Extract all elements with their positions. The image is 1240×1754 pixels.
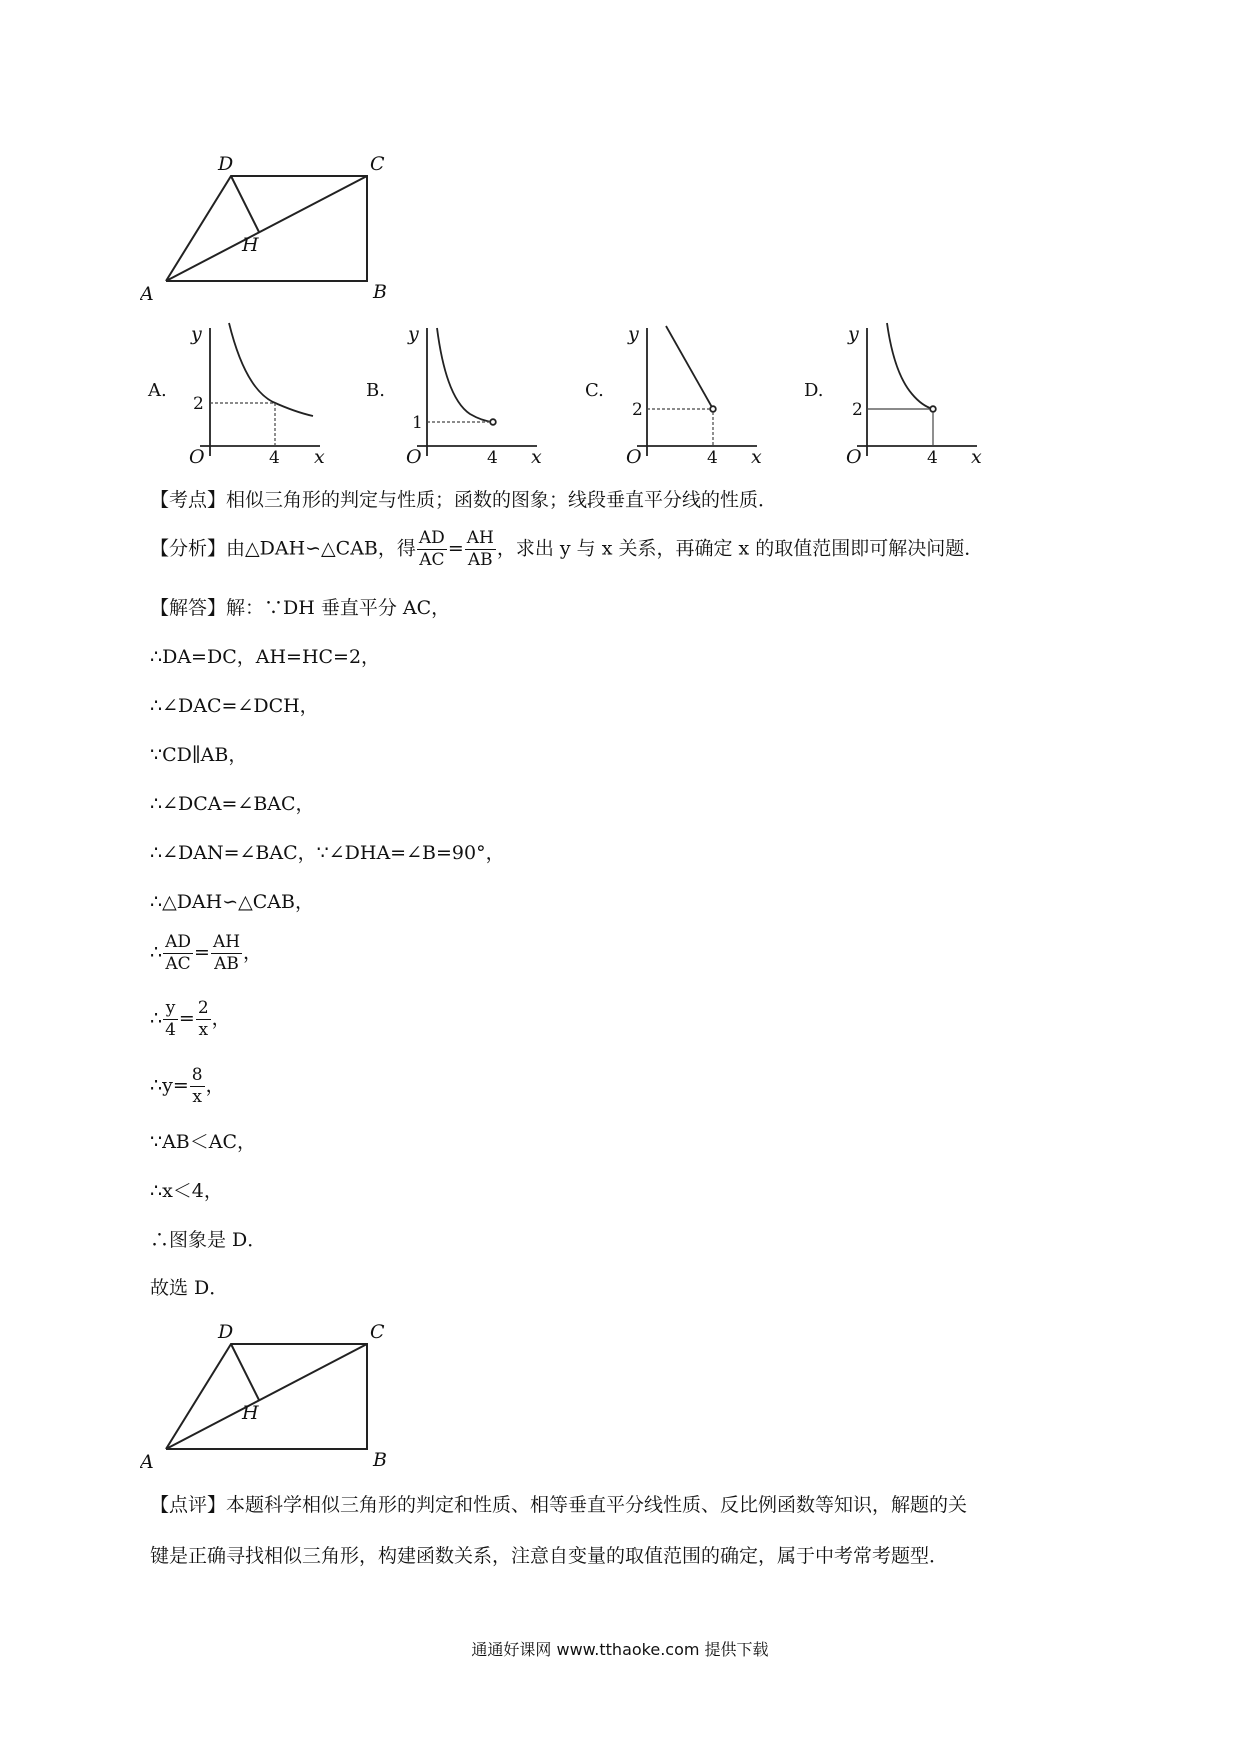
- option-c-graph: [622, 318, 772, 468]
- comma: ，: [211, 1007, 231, 1030]
- equals-sign: =: [194, 941, 210, 964]
- origin-label: O: [626, 446, 642, 468]
- diagonal-ac: [166, 1344, 367, 1449]
- fenxi-suffix: ，求出 y 与 x 关系，再确定 x 的取值范围即可解决问题．: [496, 537, 984, 560]
- y-tick-label: 2: [193, 394, 204, 414]
- fraction-denominator: x: [198, 1020, 209, 1040]
- fraction-denominator: AC: [165, 954, 191, 974]
- y-axis-label: y: [408, 323, 419, 345]
- solution-line-5: ∴∠DCA=∠BAC，: [150, 793, 315, 815]
- fraction-denominator: x: [192, 1087, 202, 1107]
- geometry-figure-top: [140, 148, 400, 303]
- point-label-d: D: [218, 153, 234, 175]
- point-label-a: A: [140, 1451, 154, 1471]
- solution-line-6: ∴∠DAN=∠BAC，∵∠DHA=∠B=90°，: [150, 842, 505, 864]
- x-tick-label: 4: [487, 448, 498, 468]
- therefore-sign: ∴: [150, 1007, 163, 1030]
- solution-line-2: ∴DA=DC，AH=HC=2，: [150, 646, 381, 668]
- solution-line-1: 【解答】解：∵DH 垂直平分 AC，: [150, 597, 451, 619]
- y-equals: ∴y=: [150, 1074, 189, 1097]
- point-label-c: C: [370, 153, 385, 175]
- y-tick-label: 1: [412, 413, 423, 433]
- solution-line-10: [150, 1065, 225, 1108]
- point-label-b: B: [373, 1449, 387, 1471]
- option-d-label: D.: [804, 380, 824, 401]
- endpoint: [930, 406, 936, 412]
- fraction-numerator: 2: [197, 998, 209, 1018]
- fraction-2-x: [196, 998, 211, 1041]
- y-axis-label: y: [848, 323, 859, 345]
- fraction-numerator: AD: [418, 528, 445, 548]
- y-axis-label: y: [628, 323, 639, 345]
- x-axis-label: x: [971, 446, 982, 468]
- origin-label: O: [406, 446, 422, 468]
- endpoint: [490, 419, 496, 425]
- therefore-sign: ∴: [150, 941, 163, 964]
- option-b-label: B.: [366, 380, 385, 401]
- x-tick-label: 4: [269, 448, 280, 468]
- solution-line-4: ∵CD∥AB，: [150, 744, 248, 766]
- fraction-denominator: AB: [214, 954, 239, 974]
- x-tick-label: 4: [707, 448, 718, 468]
- comma: ，: [243, 941, 263, 964]
- option-d-graph: [842, 318, 992, 468]
- point-label-h: H: [242, 234, 259, 256]
- fraction-denominator: 4: [165, 1020, 176, 1040]
- y-tick-label: 2: [632, 400, 643, 420]
- fraction-ah-ab: [465, 528, 496, 571]
- solution-line-13: ∴图象是 D．: [150, 1229, 267, 1251]
- solution-line-8: [150, 932, 262, 975]
- x-axis-label: x: [751, 446, 762, 468]
- point-label-h: H: [242, 1402, 259, 1424]
- point-label-c: C: [370, 1321, 385, 1343]
- segment-dh: [231, 1344, 259, 1400]
- y-tick-label: 2: [852, 400, 863, 420]
- fenxi-line: [150, 528, 983, 571]
- fraction-numerator: AH: [466, 528, 494, 548]
- dianping-line-2: 键是正确寻找相似三角形，构建函数关系，注意自变量的取值范围的确定，属于中考常考题型．: [150, 1545, 949, 1567]
- solution-line-14: 故选 D．: [150, 1277, 229, 1299]
- option-b-graph: [402, 318, 552, 468]
- x-tick-label: 4: [927, 448, 938, 468]
- point-label-d: D: [218, 1321, 234, 1343]
- fraction-ah-ab: [211, 932, 242, 975]
- fraction-numerator: y: [163, 998, 178, 1020]
- segment-dh: [231, 176, 259, 232]
- solution-line-9: [150, 998, 231, 1041]
- fraction-numerator: 8: [191, 1065, 203, 1085]
- fraction-y-4: [163, 998, 178, 1041]
- dianping-line-1: 【点评】本题科学相似三角形的判定和性质、相等垂直平分线性质、反比例函数等知识，解题的关: [150, 1494, 968, 1516]
- option-c-label: C.: [585, 380, 604, 401]
- point-label-b: B: [373, 281, 387, 303]
- option-a-graph: [185, 318, 335, 468]
- fraction-8-x: [190, 1065, 205, 1108]
- solution-line-7: ∴△DAH∽△CAB，: [150, 891, 314, 913]
- fraction-numerator: AH: [212, 932, 241, 952]
- x-axis-label: x: [531, 446, 542, 468]
- kaodian-line: 【考点】相似三角形的判定与性质；函数的图象；线段垂直平分线的性质．: [150, 489, 778, 511]
- fraction-ad-ac: [163, 932, 193, 975]
- point-label-a: A: [140, 283, 154, 303]
- fraction-denominator: AB: [467, 550, 493, 570]
- curve: [437, 328, 493, 422]
- fenxi-prefix: 【分析】由△DAH∽△CAB，得: [150, 537, 416, 560]
- equals-sign: =: [447, 537, 464, 560]
- comma: ，: [205, 1074, 225, 1097]
- page-footer: 通通好课网 www.tthaoke.com 提供下载: [471, 1640, 769, 1659]
- solution-line-11: ∵AB＜AC，: [150, 1131, 257, 1153]
- equals-sign: =: [178, 1007, 195, 1030]
- fraction-ad-ac: [417, 528, 447, 571]
- origin-label: O: [846, 446, 862, 468]
- y-axis-label: y: [191, 323, 202, 345]
- fraction-numerator: AD: [165, 932, 192, 952]
- solution-line-3: ∴∠DAC=∠DCH，: [150, 695, 319, 717]
- geometry-figure-bottom: [140, 1316, 400, 1471]
- diagonal-ac: [166, 176, 367, 281]
- fraction-denominator: AC: [419, 550, 445, 570]
- origin-label: O: [189, 446, 205, 468]
- endpoint: [710, 406, 716, 412]
- solution-line-12: ∴x＜4，: [150, 1180, 223, 1202]
- x-axis-label: x: [314, 446, 325, 468]
- option-a-label: A.: [148, 380, 167, 401]
- curve: [229, 323, 313, 416]
- line-segment: [666, 326, 713, 409]
- curve: [887, 323, 933, 409]
